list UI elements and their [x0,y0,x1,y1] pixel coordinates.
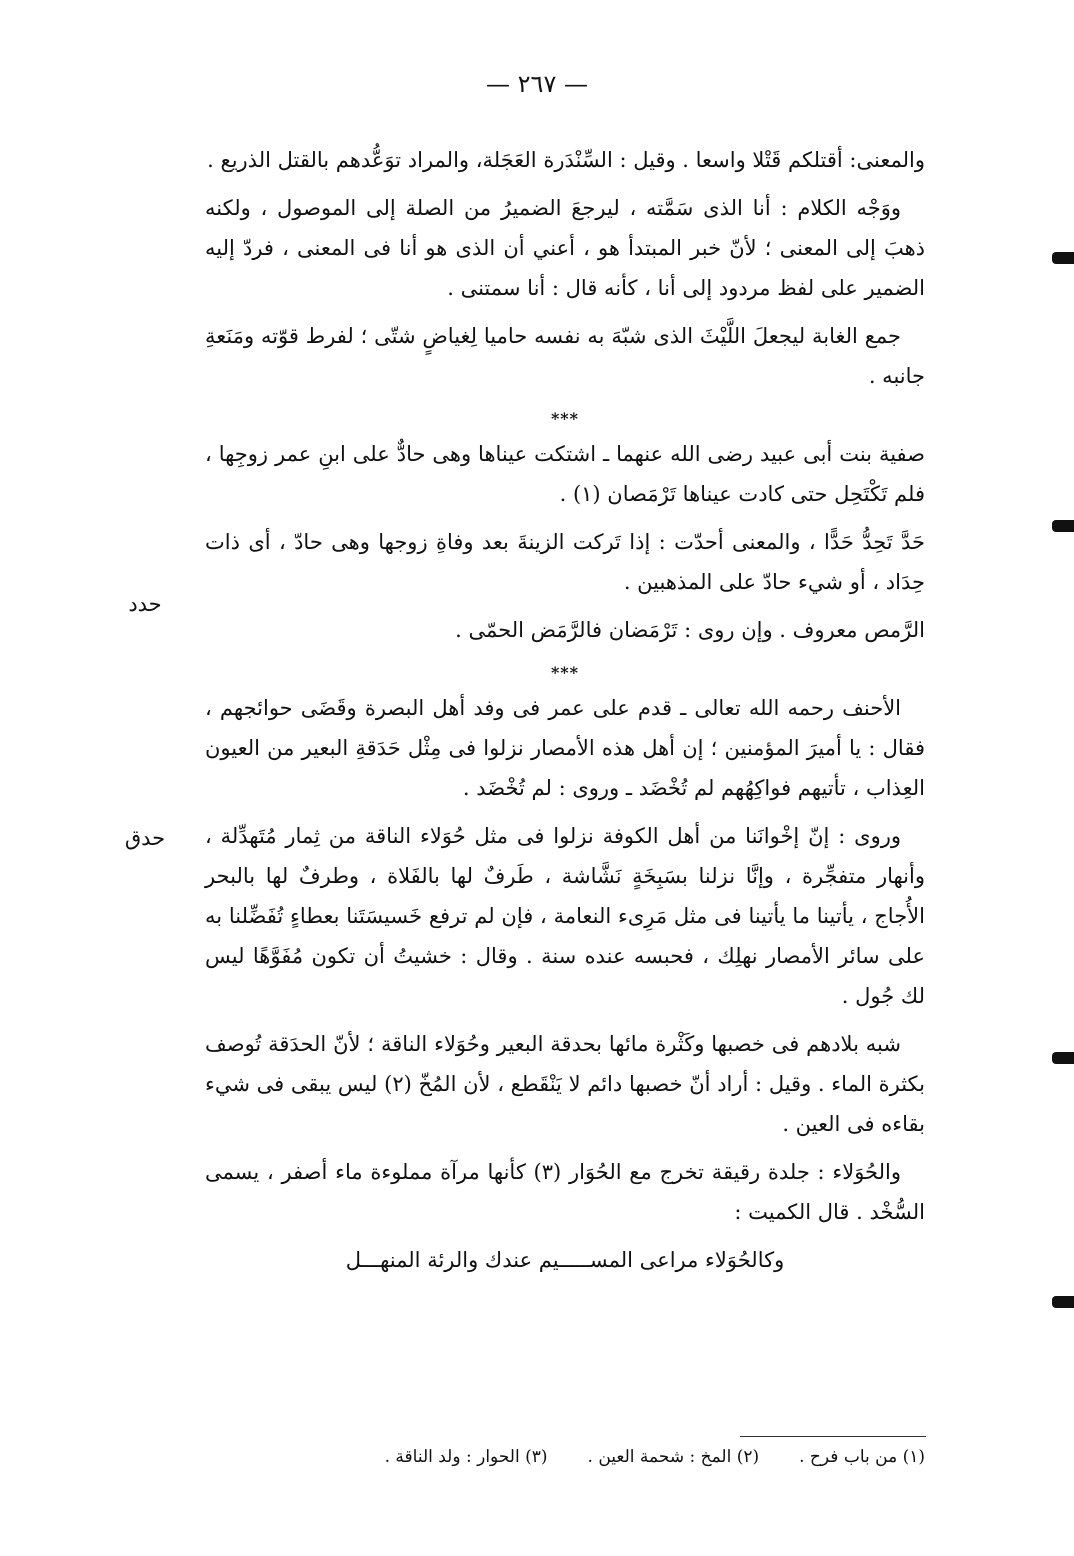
footnote: (١) من باب فرح . [799,1447,925,1467]
main-text [205,140,925,1292]
margin-note-hdd: حدد [128,592,162,616]
paragraph: وروى : إنّ إخْوانَنا من أهل الكوفة نزلوا فى مثل حُوَلاء الناقة من ثِمار مُتَهدِّلة ، وأنهار متفجِّرة ، وإنَّا نزلنا بسَبِخَةٍ نَشَّاشة ، طَرفٌ لها بالفَلاة ، وطرفٌ لها بالبحر الأُجاج ، يأتينا ما يأتينا فى مثل مَرِىء النعامة ، فإن لم ترفع خَسيسَتَنا بعطاءٍ تُفَضِّلنا به على سائر الأمصار نهلِك ، فحبسه عنده سنة . وقال : خشيتُ أن تكون مُفَوَّهًا ليس لك جُول . [205,824,925,1008]
footnote: (٣) الحوار : ولد الناقة . [384,1447,548,1467]
paragraph: جمع الغابة ليجعلَ اللَّيْثَ الذى شبّهَ به نفسه حاميا لِغياضٍ شتّى ؛ لفرط قوّته ومَنَعةِ جانبه . [205,324,925,388]
scan-edge-mark [1052,520,1074,532]
paragraph: حَدَّ تَحِدُّ حَدًّا ، والمعنى أحدّت : إذا تَركت الزينةَ بعد وفاةِ زوجها وهى حادّ ، أى ذات حِدَاد ، أو شيء حادّ على المذهبين . [205,530,925,594]
scan-edge-mark [1052,1296,1074,1308]
scan-edge-mark [1052,252,1074,264]
paragraph: الرَّمص معروف . وإن روى : تَرْمَضان فالرَّمَض الحمّى . [455,618,925,642]
poetry-verse: وكالحُوَلاء مراعى المســـــيم عندك والرئة المنهـــل [345,1248,785,1272]
hadith-text: صفية بنت أبى عبيد رضى الله عنهما ـ اشتكت عيناها وهى حادٌّ على ابنِ عمر زوجِها ، فلم تَكْتَحِل حتى كادت عيناها تَرْمَصان (١) . [205,442,925,506]
paragraph: شبه بلادهم فى خصبها وكَثْرة مائها بحدقة البعير وحُوَلاء الناقة ؛ لأنّ الحدَقة تُوصف بكثرة الماء . وقيل : أراد أنّ خصبها دائم لا يَنْقَطع ، لأن المُخّ (٢) ليس يبقى فى شيء بقاءه فى العين . [205,1032,926,1136]
hadith-text: الأحنف رحمه الله تعالى ـ قدم على عمر فى وفد أهل البصرة وقَضَى حوائجهم ، فقال : يا أميرَ المؤمنين ؛ إن أهل هذه الأمصار نزلوا فى مِثْل حَدَقةِ البعير من العيون العِذاب ، تأتيهم فواكِهُهم لم تُخْضَد ـ وروى : لم تُخْضَد . [205,696,925,800]
section-separator: *** [550,409,580,428]
paragraph: والحُوَلاء : جلدة رقيقة تخرج مع الحُوَار (٣) كأنها مرآة مملوءة ماء أصفر ، يسمى السُّخْد . قال الكميت : [205,1160,925,1224]
paragraph: والمعنى: أقتلكم قَتْلا واسعا . وقيل : السِّنْدَرة العَجَلة، والمراد توَعُّدهم بالقتل الذريع . [207,148,925,172]
page-number: — ٢٦٧ — [486,70,588,98]
scan-edge-mark [1052,1052,1074,1064]
footnotes [300,1442,925,1472]
footnote: (٢) المخ : شحمة العين . [587,1447,760,1467]
section-separator: *** [550,663,580,682]
footnote-divider [740,1436,926,1437]
margin-note-hdq: حدق [124,826,166,850]
paragraph: ووَجْه الكلام : أنا الذى سَمَّته ، ليرجعَ الضميرُ من الصلة إلى الموصول ، ولكنه ذهبَ إلى المعنى ؛ لأنّ خبر المبتدأ هو ، أعني أن الذى هو أنا فى المعنى ، فردّ إليه الضمير على لفظ مردود إلى أنا ، كأنه قال : أنا سمتنى . [205,196,925,300]
